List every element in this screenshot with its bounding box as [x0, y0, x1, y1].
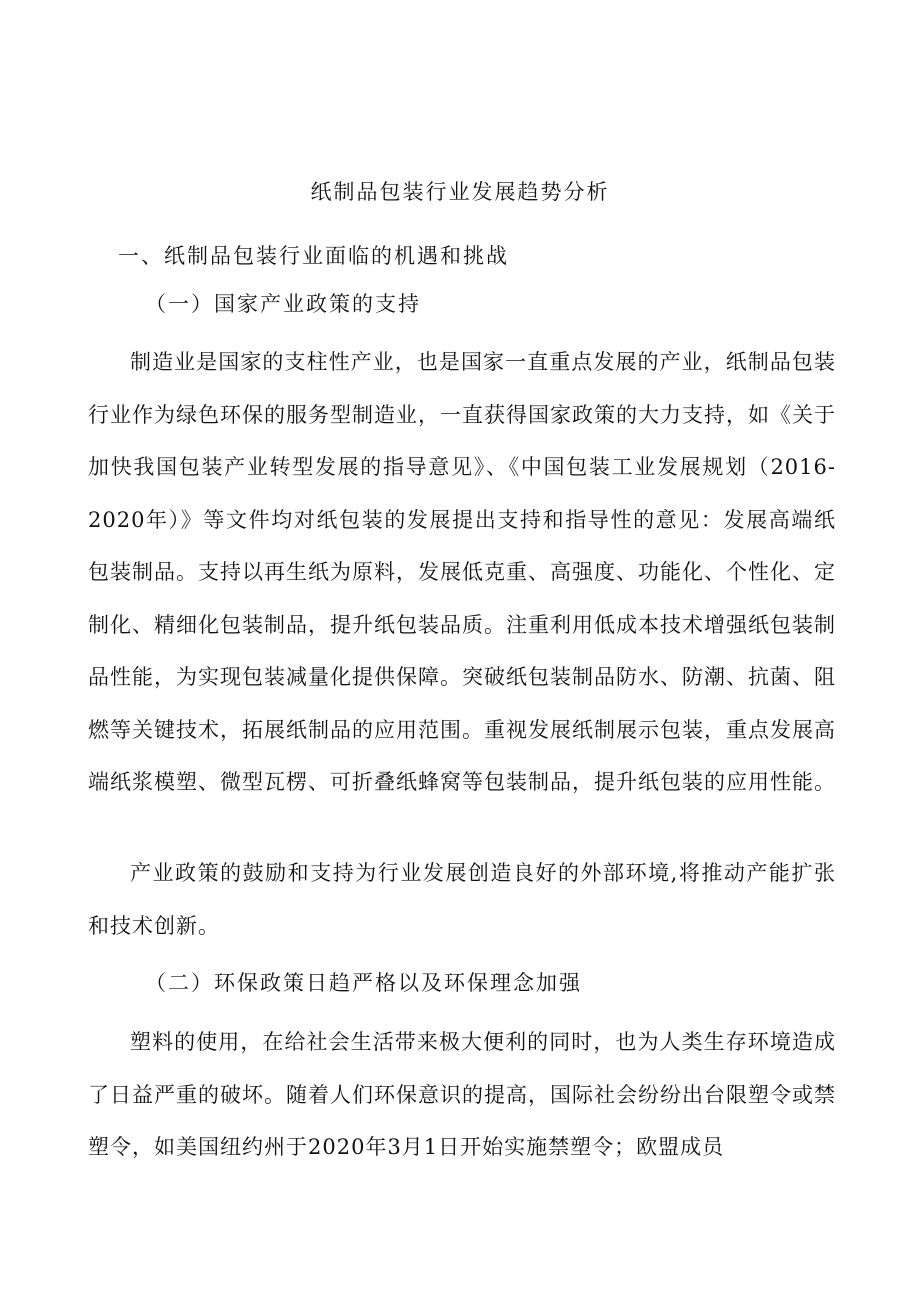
subsection-heading-policy-support: （一）国家产业政策的支持	[145, 292, 421, 316]
paragraph-policy-effect: 产业政策的鼓励和支持为行业发展创造良好的外部环境,将推动产能扩张和技术创新。	[88, 861, 836, 938]
paragraph-plastic-ban: 塑料的使用，在给社会生活带来极大便利的同时，也为人类生存环境造成了日益严重的破坏。随着人们环保意识的提高，国际社会纷纷出台限塑令或禁塑令，如美国纽约州于2020年3月1日开始实施禁塑令；欧盟成员	[88, 1030, 836, 1159]
section-heading: 一、纸制品包装行业面临的机遇和挑战	[118, 244, 509, 268]
paragraph-policy-support: 制造业是国家的支柱性产业，也是国家一直重点发展的产业，纸制品包装行业作为绿色环保的服务型制造业，一直获得国家政策的大力支持，如《关于加快我国包装产业转型发展的指导意见》、《中国包装工业发展规划（2016-2020年）》等文件均对纸包装的发展提出支持和指导性的意见：发展高端纸包装制品。支持以再生纸为原料，发展低克重、高强度、功能化、个性化、定制化、精细化包装制品，提升纸包装品质。注重利用低成本技术增强纸包装制品性能，为实现包装减量化提供保障。突破纸包装制品防水、防潮、抗菌、阻燃等关键技术，拓展纸制品的应用范围。重视发展纸制展示包装，重点发展高端纸浆模塑、微型瓦楞、可折叠纸蜂窝等包装制品，提升纸包装的应用性能。	[88, 350, 836, 794]
subsection-heading-environmental-policy: （二）环保政策日趋严格以及环保理念加强	[145, 971, 582, 995]
document-title: 纸制品包装行业发展趋势分析	[310, 180, 610, 204]
